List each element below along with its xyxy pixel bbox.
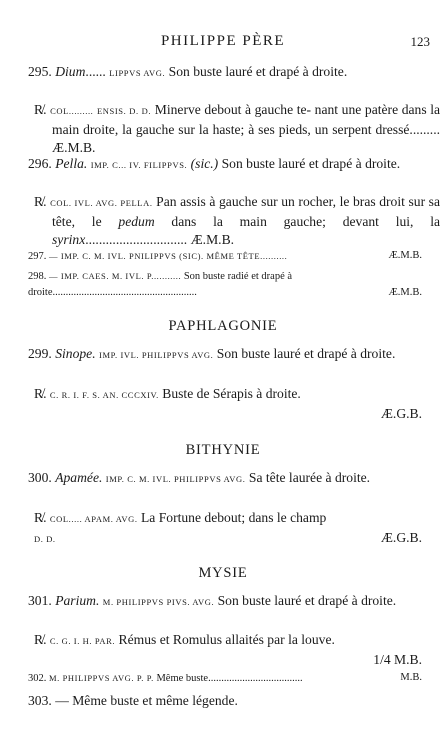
- sic-note: (sic.): [190, 156, 219, 171]
- city-name: Apamée.: [55, 470, 103, 485]
- reverse-legend: COL.........: [50, 106, 94, 116]
- metal-size: M.B.: [394, 651, 422, 667]
- dots: ..............................: [85, 232, 188, 247]
- entry-301: [28, 592, 440, 612]
- dots: ......: [85, 64, 106, 79]
- description-2: droite.......................................................: [28, 287, 197, 298]
- city-name: Dium: [55, 64, 86, 79]
- entry-300-reverse-line-1: [34, 509, 422, 529]
- entry-298-line-1: [28, 268, 422, 285]
- reverse-legend: C. R. I. F. S. AN. CCCXIV.: [49, 390, 159, 400]
- legend: M. PHILIPPVS PIVS. AVG.: [102, 597, 215, 607]
- entry-number: 300.: [28, 470, 52, 485]
- city-name: Sinope.: [55, 346, 96, 361]
- description-2: nant une patère dans la main droite, la gauche sur la: [52, 102, 441, 137]
- entry-number: 303.: [28, 693, 52, 708]
- description: Son buste lauré et drapé à droite.: [216, 346, 396, 361]
- reverse-legend-2: ENSIS. D. D.: [97, 106, 152, 116]
- description: Sa tête laurée à droite.: [248, 470, 371, 485]
- metal-size: Æ.M.B.: [52, 140, 96, 155]
- reverse-legend: COL. IVL. AVG. PELLA.: [50, 198, 153, 208]
- description-2b: dans la main gauche;: [171, 213, 326, 229]
- entry-299-reverse: [34, 385, 422, 423]
- pedum-word: pedum: [118, 213, 155, 229]
- metal-size: M.B.: [400, 672, 422, 683]
- entry-295-reverse: [34, 101, 440, 158]
- section-title-mysie: MYSIE: [198, 565, 248, 581]
- running-head: PHILIPPE PÈRE: [160, 33, 286, 49]
- entry-298: [28, 268, 422, 301]
- entry-number: 296.: [28, 156, 52, 171]
- description: Son buste lauré et drapé à droite.: [168, 64, 348, 79]
- entry-302: [28, 670, 422, 687]
- city-name: Pella.: [55, 156, 88, 171]
- description-1: Pan assis à gauche sur un rocher,: [156, 194, 337, 209]
- entry-303: [28, 692, 422, 711]
- reverse-legend: COL..... APAM. AVG.: [49, 514, 138, 524]
- metal-size: Æ.M.B.: [190, 232, 235, 247]
- entry-300-reverse: [34, 509, 422, 548]
- metal-size: Æ.M.B.: [388, 287, 422, 298]
- entry-300: [28, 469, 440, 489]
- description-2: le bras droit sur sa tête, le: [52, 194, 441, 229]
- reverse-mark: R̸.: [34, 194, 47, 209]
- legend: M. PHILIPPVS AVG. P. P.: [49, 673, 154, 683]
- entry-299: [28, 345, 440, 365]
- reverse-mark: R̸.: [34, 102, 47, 117]
- metal-size: Æ.G.B.: [380, 405, 422, 421]
- description: Son buste radié et drapé à: [183, 271, 293, 282]
- reverse-mark: R̸.: [34, 386, 47, 401]
- entry-301-reverse-line-2: [34, 651, 422, 670]
- entry-number: 302.: [28, 673, 47, 684]
- legend: — IMP. C. M. IVL. PNILIPPVS (SIC). MÊME TÊTE..........: [49, 251, 288, 261]
- legend: IMP. IVL. PHILIPPVS AVG.: [99, 350, 214, 360]
- description-3: haste; à ses pieds, un serpent dressé.........: [212, 121, 441, 137]
- description: La Fortune debout; dans le champ: [140, 510, 327, 525]
- description-3: devant lui, la: [342, 213, 441, 229]
- metal-size: Æ.G.B.: [380, 529, 422, 545]
- entry-296-reverse: [34, 193, 440, 250]
- legend: IMP. C... IV. FILIPPVS.: [90, 160, 188, 170]
- description: — Même buste et même légende.: [55, 693, 238, 708]
- legend: LIPPVS AVG.: [109, 68, 166, 78]
- metal-size: Æ.M.B.: [388, 250, 422, 261]
- entry-number: 297.: [28, 251, 47, 262]
- legend: — IMP. CAES. M. IVL. P...........: [49, 271, 182, 281]
- entry-297: [28, 248, 422, 265]
- entry-301-reverse: [34, 631, 422, 669]
- fraction: 1/4: [373, 651, 391, 667]
- entry-295: [28, 63, 440, 83]
- syrinx-word: syrinx: [52, 232, 86, 247]
- entry-298-line-2: [28, 285, 422, 301]
- reverse-mark: R̸.: [34, 510, 47, 525]
- entry-299-reverse-line-2: [34, 405, 422, 424]
- page-number: 123: [410, 34, 430, 49]
- description: Buste de Sérapis à droite.: [162, 386, 301, 401]
- description: Son buste lauré et drapé à droite.: [221, 156, 401, 171]
- entry-number: 295.: [28, 64, 52, 79]
- entry-300-reverse-line-2: [34, 529, 422, 549]
- city-name: Parium.: [55, 593, 100, 608]
- entry-number: 301.: [28, 593, 52, 608]
- entry-296: [28, 155, 440, 175]
- reverse-mark: R̸.: [34, 632, 47, 647]
- section-title-bithynie: BITHYNIE: [185, 442, 261, 458]
- entry-299-reverse-line-1: [34, 385, 422, 405]
- description: Rémus et Romulus allaités par la louve.: [118, 632, 335, 647]
- entry-number: 299.: [28, 346, 52, 361]
- section-title-paphlagonie: PAPHLAGONIE: [168, 318, 278, 334]
- reverse-legend-2: D. D.: [34, 533, 56, 544]
- reverse-legend: C. G. I. H. PAR.: [49, 636, 116, 646]
- legend: IMP. C. M. IVL. PHILIPPVS AVG.: [105, 474, 246, 484]
- description: Son buste lauré et drapé à droite.: [217, 593, 397, 608]
- entry-301-reverse-line-1: [34, 631, 422, 651]
- entry-number: 298.: [28, 271, 47, 282]
- description: Même buste....................................: [156, 673, 303, 684]
- description-1: Minerve debout à gauche te-: [154, 102, 312, 117]
